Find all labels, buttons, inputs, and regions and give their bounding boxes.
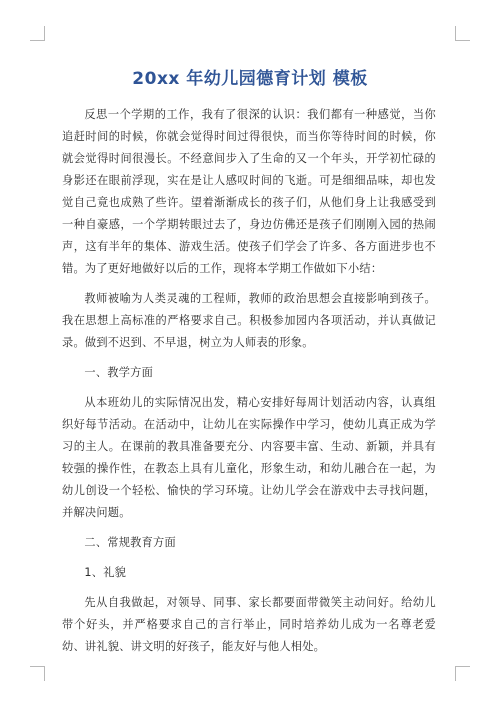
paragraph-teaching: 从本班幼儿的实际情况出发，精心安排好每周计划活动内容，认真组织好每节活动。在活动中，让幼儿在实际操作中学习，使幼儿真正成为学习的主人。在课前的教具准备要充分、内容要丰富、生动、新颖，并具有较强的操作性，在教态上具有儿童化，形象生动，和幼儿融合在一起，为幼儿创设一个轻松、愉快的学习环境。让幼儿学会在游戏中去寻找问题，并解决问题。 — [62, 396, 436, 519]
crop-mark-bottom-left — [30, 666, 45, 681]
document-title: 20xx 年幼儿园德育计划 模板 — [132, 69, 368, 89]
crop-mark-bottom-right — [455, 666, 470, 681]
crop-mark-top-right — [455, 26, 470, 41]
section-heading-teaching: 一、教学方面 — [84, 366, 154, 379]
subsection-heading-manners: 1、礼貌 — [84, 566, 127, 579]
paragraph-thought: 教师被喻为人类灵魂的工程师，教师的政治思想会直接影响到孩子。我在思想上高标准的严格要求自己。积极参加园内各项活动，并认真做记录。做到不迟到、不早退，树立为人师表的形象。 — [62, 292, 436, 349]
paragraph-intro: 反思一个学期的工作，我有了很深的认识：我们都有一种感觉，当你追赶时间的时候，你就会觉得时间过得很快，而当你等待时间的时候，你就会觉得时间很漫长。不经意间步入了生命的又一个年头，开学初忙碌的身影还在眼前浮现，实在是让人感叹时间的飞逝。可是细细品味，却也发觉自己竟也成熟了些许。望着渐渐成长的孩子们，从他们身上让我感受到一种自豪感，一个学期转眼过去了，身边仿佛还是孩子们刚刚入园的热闹声，这有半年的集体、游戏生活。使孩子们学会了许多、各方面进步也不错。为了更好地做好以后的工作，现将本学期工作做如下小结： — [62, 108, 436, 275]
section-heading-routine: 二、常规教育方面 — [84, 536, 176, 549]
document-body — [62, 104, 436, 666]
crop-mark-top-left — [30, 26, 45, 41]
paragraph-manners: 先从自我做起，对领导、同事、家长都要面带微笑主动问好。给幼儿带个好头，并严格要求自己的言行举止，同时培养幼儿成为一名尊老爱幼、讲礼貌、讲文明的好孩子，能友好与他人相处。 — [62, 596, 436, 653]
